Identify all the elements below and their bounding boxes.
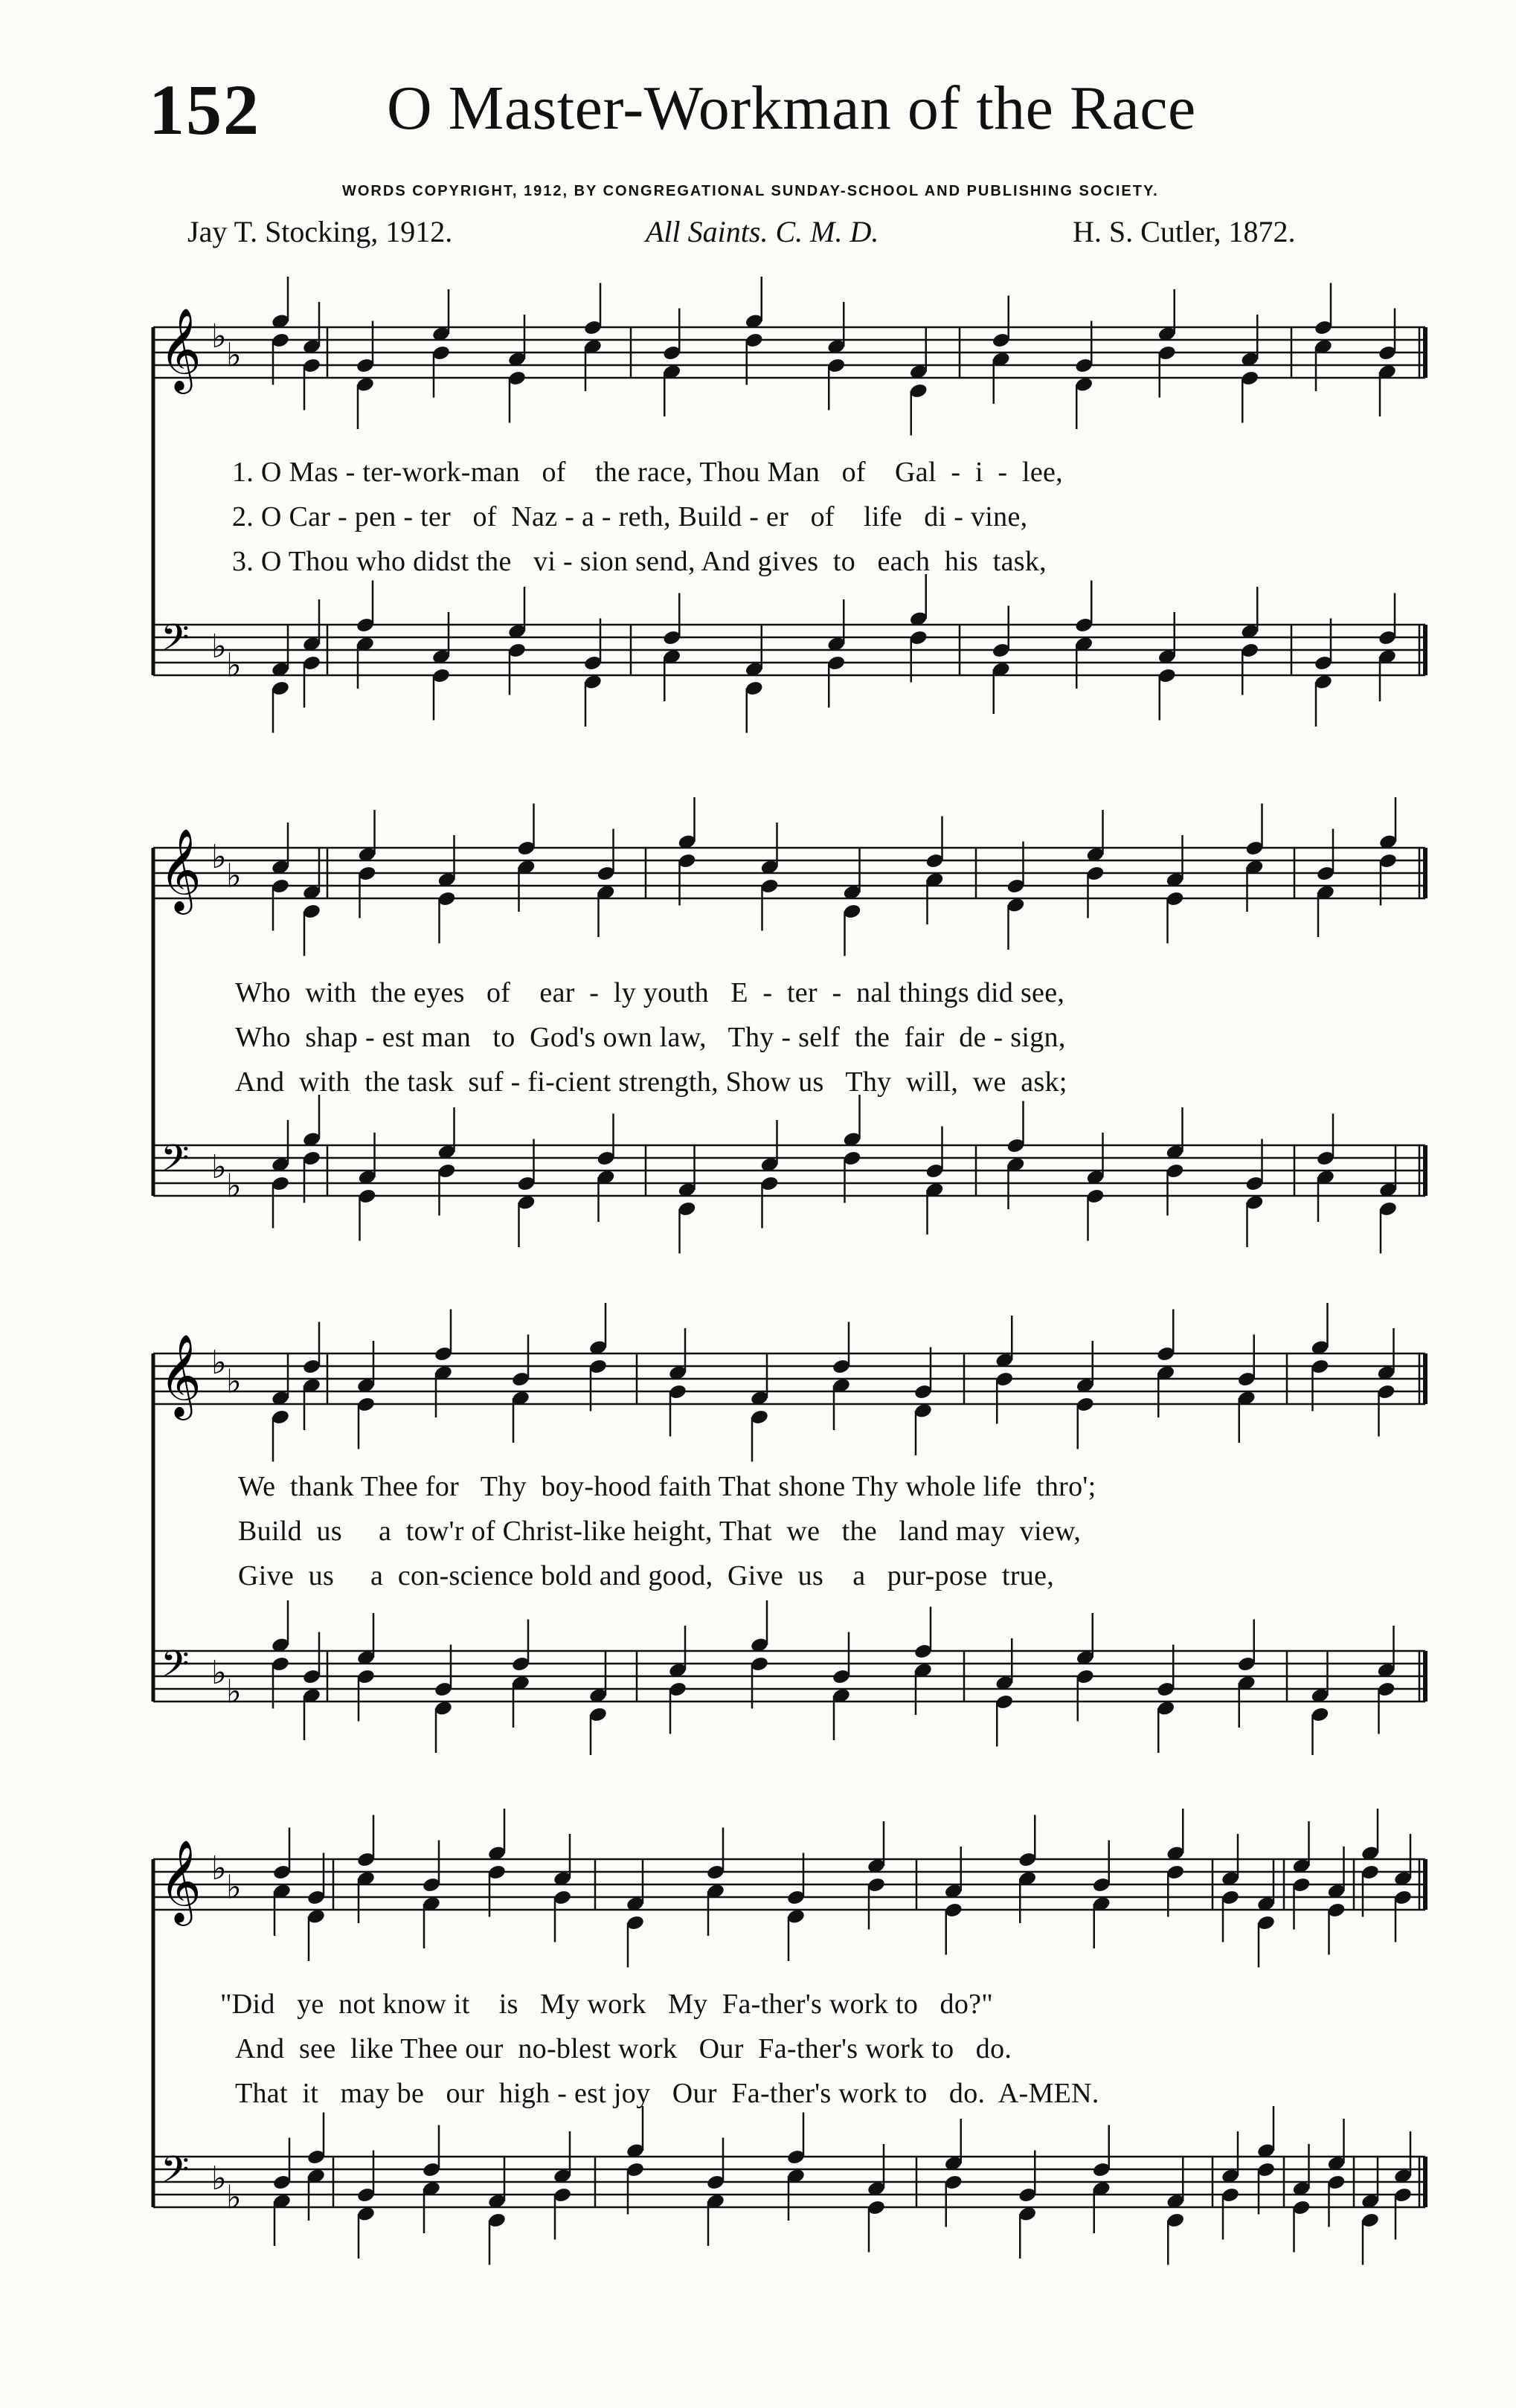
hymn-number: 152 [149, 70, 260, 149]
tune-name: All Saints. C. M. D. [646, 215, 879, 248]
lyric-verse-2: Build us a tow'r of Christ-like height, That we the land may view, [238, 1516, 1082, 1547]
lyric-verse-3: 3. O Thou who didst the vi - sion send, And gives to each his task, [232, 546, 1047, 577]
treble-clef-icon: 𝄞 [159, 1333, 202, 1417]
bass-clef-icon: 𝄢 [161, 2148, 190, 2201]
flat-sign-icon: ♭ [226, 1868, 242, 1907]
flat-sign-icon: ♭ [211, 1344, 227, 1382]
treble-clef-icon: 𝄞 [159, 1839, 202, 1922]
flat-sign-icon: ♭ [226, 1167, 242, 1205]
bass-clef-icon: 𝄢 [161, 1137, 190, 1189]
flat-sign-icon: ♭ [211, 1850, 227, 1887]
flat-sign-icon: ♭ [211, 318, 227, 355]
flat-sign-icon: ♭ [226, 1362, 242, 1401]
music-system-1 [0, 268, 1516, 744]
flat-sign-icon: ♭ [226, 1673, 242, 1711]
flat-sign-icon: ♭ [211, 628, 227, 666]
copyright-notice: WORDS COPYRIGHT, 1912, BY CONGREGATIONAL SUNDAY-SCHOOL AND PUBLISHING SOCIETY. [342, 183, 1159, 199]
treble-clef-icon: 𝄞 [159, 307, 202, 390]
flat-sign-icon: ♭ [211, 1654, 227, 1692]
lyric-verse-1: "Did ye not know it is My work My Fa-ther's work to do?" [220, 1989, 994, 2020]
bass-clef-icon: 𝄢 [161, 617, 190, 669]
lyric-verse-2: Who shap - est man to God's own law, Thy - self the fair de - sign, [235, 1022, 1066, 1053]
lyric-verse-3: And with the task suf - fi-cient strength, Show us Thy will, we ask; [235, 1066, 1067, 1098]
lyric-verse-1: We thank Thee for Thy boy-hood faith That shone Thy whole life thro'; [238, 1471, 1096, 1502]
music-system-4 [0, 1800, 1516, 2276]
music-system-3 [0, 1294, 1516, 1755]
flat-sign-icon: ♭ [226, 2178, 242, 2217]
lyric-verse-3: Give us a con-science bold and good, Give us a pur-pose true, [238, 1560, 1055, 1591]
lyric-verse-3: That it may be our high - est joy Our Fa-ther's work to do. A-MEN. [235, 2078, 1099, 2109]
lyric-verse-1: Who with the eyes of ear - ly youth E - ter - nal things did see, [235, 977, 1065, 1008]
flat-sign-icon: ♭ [211, 838, 227, 876]
flat-sign-icon: ♭ [226, 857, 242, 895]
bass-clef-icon: 𝄢 [161, 1643, 190, 1695]
music-system-2 [0, 788, 1516, 1264]
flat-sign-icon: ♭ [226, 646, 242, 685]
hymn-title: O Master-Workman of the Race [387, 74, 1196, 143]
lyric-verse-2: 2. O Car - pen - ter of Naz - a - reth, Build - er of life di - vine, [232, 501, 1028, 532]
flat-sign-icon: ♭ [211, 2160, 227, 2198]
flat-sign-icon: ♭ [226, 336, 242, 375]
flat-sign-icon: ♭ [211, 1148, 227, 1186]
hymn-header [0, 0, 1516, 253]
author-credit: Jay T. Stocking, 1912. [187, 215, 453, 248]
lyric-verse-2: And see like Thee our no-blest work Our Fa-ther's work to do. [235, 2033, 1012, 2064]
composer-credit: H. S. Cutler, 1872. [1073, 215, 1296, 248]
lyric-verse-1: 1. O Mas - ter-work-man of the race, Thou Man of Gal - i - lee, [232, 457, 1063, 488]
treble-clef-icon: 𝄞 [159, 828, 202, 911]
